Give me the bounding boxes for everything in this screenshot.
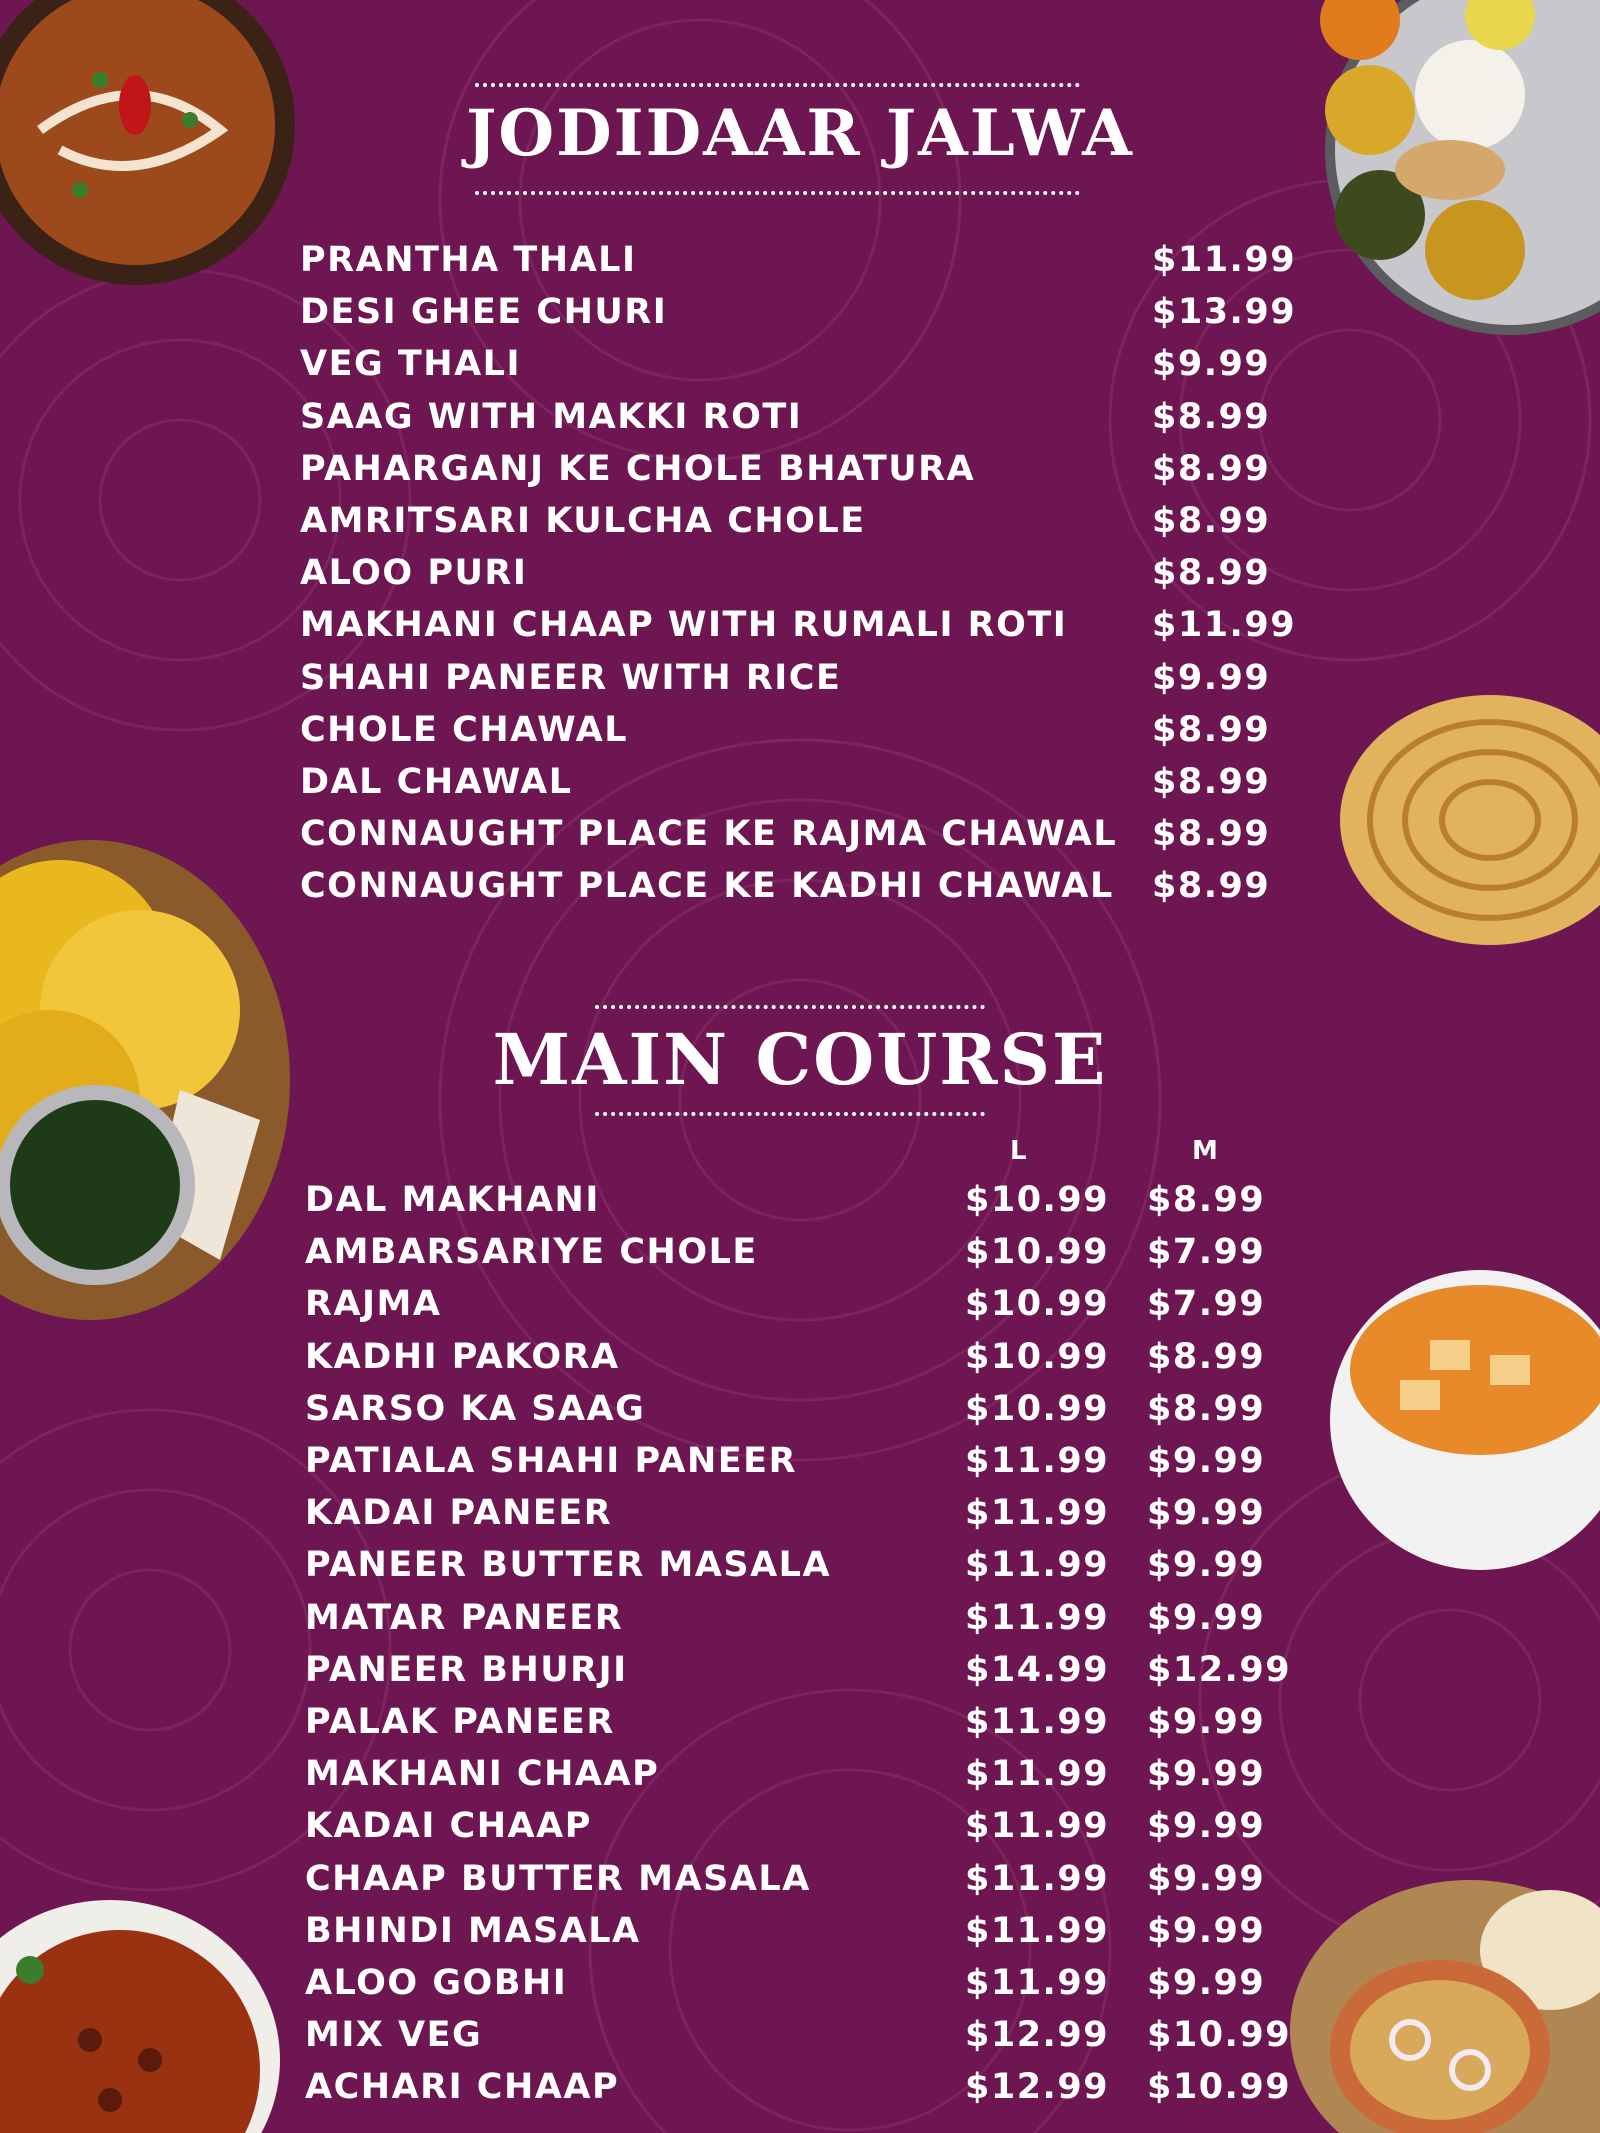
item-price-medium: $9.99	[1147, 1702, 1266, 1742]
item-name: MIX VEG	[305, 2015, 483, 2056]
menu-item	[0, 2061, 1600, 2113]
item-price-large: $11.99	[965, 1910, 1110, 1951]
item-price-medium: $9.99	[1147, 1493, 1266, 1534]
item-price-large: $10.99	[965, 1284, 1110, 1325]
item-name: MATAR PANEER	[305, 1597, 624, 1638]
item-price: $9.99	[1152, 344, 1271, 385]
item-price: $8.99	[1152, 501, 1271, 541]
item-name: DESI GHEE CHURI	[300, 292, 668, 333]
menu-item	[0, 495, 1600, 547]
item-name: AMRITSARI KULCHA CHOLE	[300, 501, 866, 541]
divider-bottom-1	[475, 191, 1080, 195]
section-title-main-course: MAIN COURSE	[492, 1018, 1108, 1101]
item-price-large: $10.99	[965, 1180, 1110, 1220]
item-name: PANEER BUTTER MASALA	[305, 1545, 832, 1586]
item-price-medium: $8.99	[1147, 1388, 1266, 1429]
menu-item	[0, 391, 1600, 443]
item-name: PANEER BHURJI	[305, 1649, 628, 1690]
item-name: DAL CHAWAL	[300, 762, 573, 802]
item-price-medium: $9.99	[1147, 1597, 1266, 1638]
item-name: MAKHANI CHAAP WITH RUMALI ROTI	[300, 605, 1068, 646]
item-name: CHOLE CHAWAL	[300, 709, 629, 750]
menu-item	[0, 1174, 1600, 1226]
item-name: PRANTHA THALI	[300, 240, 637, 280]
item-name: KADHI PAKORA	[305, 1336, 620, 1377]
menu-item	[0, 860, 1600, 912]
item-name: PAHARGANJ KE CHOLE BHATURA	[300, 448, 976, 489]
menu-item	[0, 1592, 1600, 1644]
item-price-medium: $8.99	[1147, 1180, 1266, 1220]
item-price: $8.99	[1152, 448, 1271, 489]
menu-item	[0, 443, 1600, 495]
item-price: $13.99	[1152, 292, 1297, 333]
menu-item	[0, 286, 1600, 338]
menu-item	[0, 1435, 1600, 1487]
item-price-medium: $10.99	[1147, 2067, 1292, 2108]
menu-item	[0, 1383, 1600, 1435]
item-price-medium: $9.99	[1147, 1806, 1266, 1847]
item-price-medium: $12.99	[1147, 1649, 1292, 1690]
item-price: $8.99	[1152, 553, 1271, 594]
menu-item	[0, 547, 1600, 599]
divider-bottom-2	[595, 1112, 985, 1116]
menu-item	[0, 1487, 1600, 1539]
menu-item	[0, 234, 1600, 286]
item-price: $11.99	[1152, 240, 1297, 280]
divider-top-2	[595, 1005, 985, 1009]
item-price-large: $10.99	[965, 1336, 1110, 1377]
menu-item	[0, 1539, 1600, 1591]
item-price-large: $11.99	[965, 1493, 1110, 1534]
item-price-large: $10.99	[965, 1232, 1110, 1273]
item-price: $8.99	[1152, 709, 1271, 750]
section-title-jodidaar: JODIDAAR JALWA	[466, 96, 1134, 171]
menu-item	[0, 338, 1600, 390]
menu-item	[0, 652, 1600, 704]
item-price-medium: $10.99	[1147, 2015, 1292, 2056]
item-price-medium: $9.99	[1147, 1910, 1266, 1951]
menu-item	[0, 756, 1600, 808]
item-price-large: $11.99	[965, 1754, 1110, 1795]
item-price-large: $11.99	[965, 1597, 1110, 1638]
menu-item	[0, 1853, 1600, 1905]
item-price-large: $10.99	[965, 1388, 1110, 1429]
menu-item	[0, 1644, 1600, 1696]
menu-item	[0, 2009, 1600, 2061]
menu-item	[0, 1278, 1600, 1330]
item-price: $9.99	[1152, 657, 1271, 698]
item-name: ALOO PURI	[300, 553, 528, 594]
item-name: BHINDI MASALA	[305, 1910, 641, 1951]
menu-item	[0, 1696, 1600, 1748]
menu-item	[0, 1748, 1600, 1800]
item-price-large: $14.99	[965, 1649, 1110, 1690]
item-name: CONNAUGHT PLACE KE RAJMA CHAWAL	[300, 814, 1118, 855]
item-price-medium: $9.99	[1147, 1963, 1266, 2003]
menu-item	[0, 1800, 1600, 1852]
item-name: VEG THALI	[300, 344, 521, 385]
item-name: KADAI CHAAP	[305, 1806, 592, 1847]
item-price-large: $12.99	[965, 2015, 1110, 2056]
item-price-large: $11.99	[965, 1963, 1110, 2003]
column-header-large: L	[1010, 1136, 1027, 1166]
item-name: CHAAP BUTTER MASALA	[305, 1858, 811, 1899]
item-name: AMBARSARIYE CHOLE	[305, 1232, 758, 1273]
item-price-large: $11.99	[965, 1858, 1110, 1899]
item-price-large: $12.99	[965, 2067, 1110, 2108]
item-price: $8.99	[1152, 866, 1271, 907]
item-name: ALOO GOBHI	[305, 1963, 568, 2003]
menu-item	[0, 704, 1600, 756]
item-price-medium: $7.99	[1147, 1284, 1266, 1325]
item-price-large: $11.99	[965, 1441, 1110, 1481]
item-price-large: $11.99	[965, 1702, 1110, 1742]
item-name: PALAK PANEER	[305, 1702, 615, 1742]
item-name: DAL MAKHANI	[305, 1180, 600, 1220]
item-name: SAAG WITH MAKKI ROTI	[300, 396, 803, 437]
item-name: MAKHANI CHAAP	[305, 1754, 660, 1795]
column-header-medium: M	[1192, 1136, 1218, 1166]
item-price-medium: $9.99	[1147, 1858, 1266, 1899]
item-price: $11.99	[1152, 605, 1297, 646]
item-price-medium: $9.99	[1147, 1545, 1266, 1586]
item-price-medium: $9.99	[1147, 1441, 1266, 1481]
item-name: KADAI PANEER	[305, 1493, 613, 1534]
menu-item	[0, 1226, 1600, 1278]
item-price-large: $11.99	[965, 1806, 1110, 1847]
menu-item	[0, 808, 1600, 860]
item-price: $8.99	[1152, 762, 1271, 802]
item-name: CONNAUGHT PLACE KE KADHI CHAWAL	[300, 866, 1114, 907]
menu-item	[0, 1331, 1600, 1383]
menu-item	[0, 1957, 1600, 2009]
item-name: SHAHI PANEER WITH RICE	[300, 657, 842, 698]
item-price: $8.99	[1152, 396, 1271, 437]
item-price-medium: $7.99	[1147, 1232, 1266, 1273]
divider-top-1	[475, 83, 1080, 87]
item-name: ACHARI CHAAP	[305, 2067, 620, 2108]
item-name: SARSO KA SAAG	[305, 1388, 646, 1429]
menu-item	[0, 599, 1600, 651]
item-price-medium: $9.99	[1147, 1754, 1266, 1795]
item-name: PATIALA SHAHI PANEER	[305, 1441, 798, 1481]
menu-item	[0, 1905, 1600, 1957]
item-name: RAJMA	[305, 1284, 442, 1325]
item-price-large: $11.99	[965, 1545, 1110, 1586]
item-price: $8.99	[1152, 814, 1271, 855]
item-price-medium: $8.99	[1147, 1336, 1266, 1377]
